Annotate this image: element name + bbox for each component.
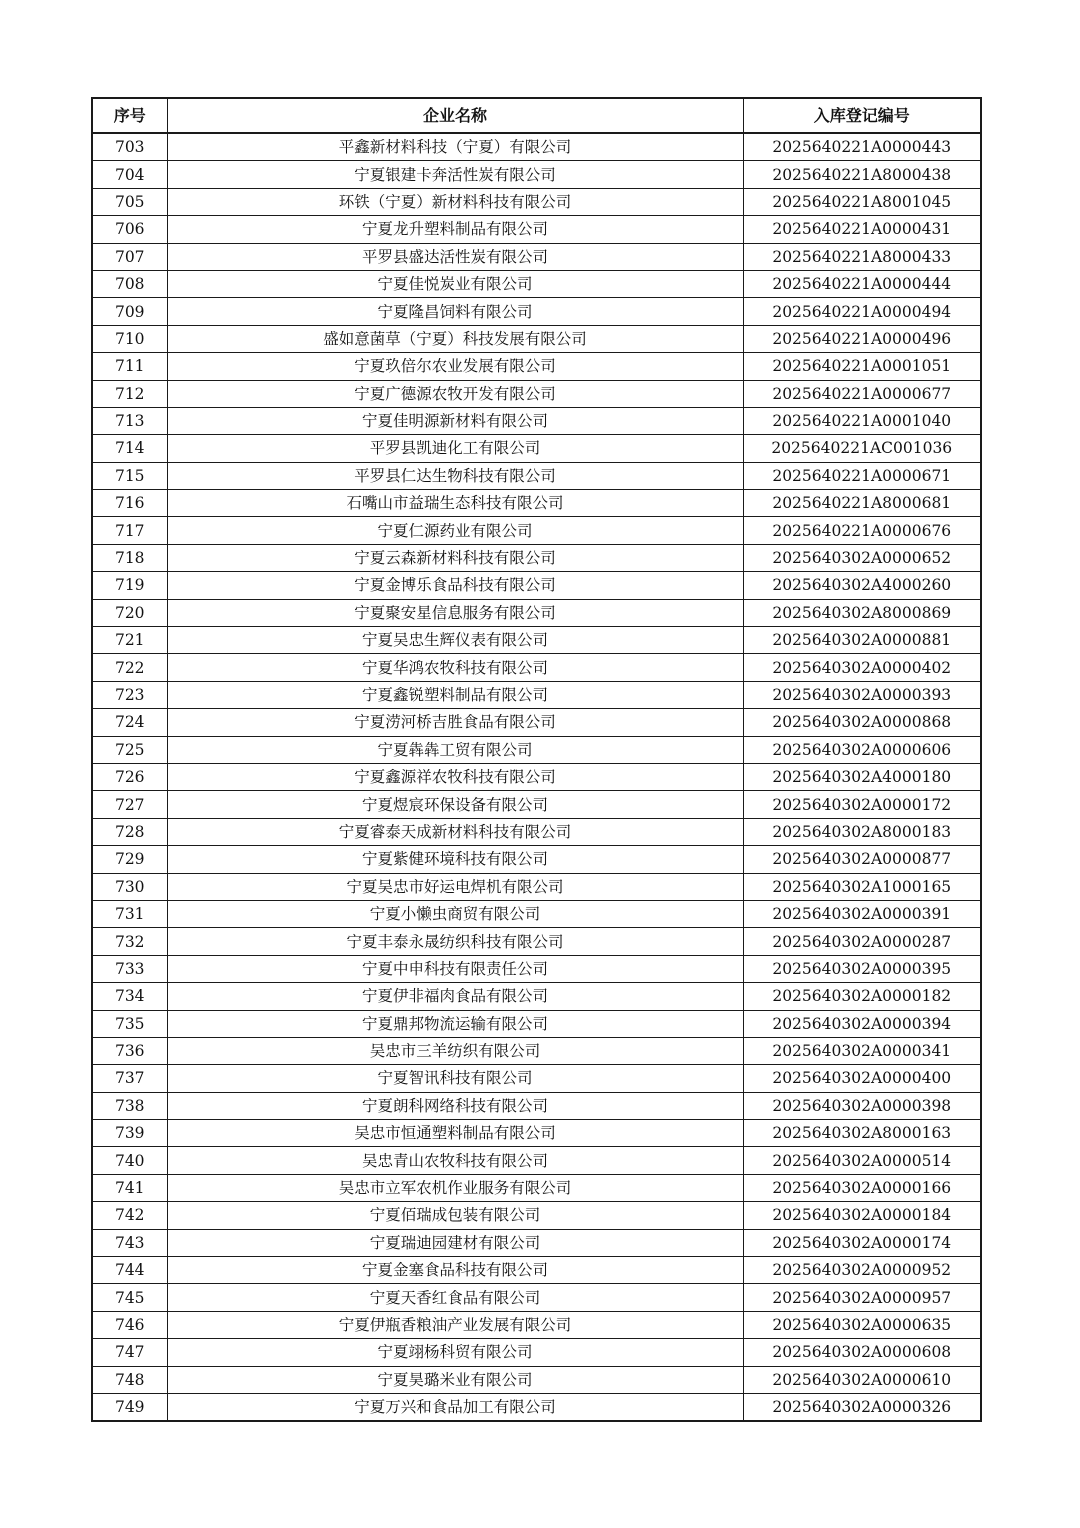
table-row <box>92 1147 981 1174</box>
cell-enterprise-name: 宁夏伊瓶香粮油产业发展有限公司 <box>167 1311 743 1338</box>
cell-seq: 705 <box>92 188 167 215</box>
cell-seq: 745 <box>92 1284 167 1311</box>
table-header <box>92 98 981 133</box>
table-row <box>92 818 981 845</box>
table-row <box>92 161 981 188</box>
cell-enterprise-name: 宁夏鼎邦物流运输有限公司 <box>167 1010 743 1037</box>
cell-seq: 721 <box>92 627 167 654</box>
cell-enterprise-name: 宁夏仁源药业有限公司 <box>167 517 743 544</box>
cell-seq: 707 <box>92 243 167 270</box>
cell-enterprise-name: 宁夏瑞迪园建材有限公司 <box>167 1229 743 1256</box>
cell-seq: 720 <box>92 599 167 626</box>
cell-seq: 727 <box>92 791 167 818</box>
table-row <box>92 1092 981 1119</box>
cell-enterprise-name: 宁夏智讯科技有限公司 <box>167 1065 743 1092</box>
table-row <box>92 900 981 927</box>
cell-seq: 747 <box>92 1339 167 1366</box>
table-row <box>92 654 981 681</box>
cell-seq: 706 <box>92 216 167 243</box>
cell-enterprise-name: 平罗县凯迪化工有限公司 <box>167 435 743 462</box>
header-registration-code: 入库登记编号 <box>743 98 981 133</box>
cell-seq: 748 <box>92 1366 167 1393</box>
cell-seq: 725 <box>92 736 167 763</box>
cell-registration-code: 2025640302A8000163 <box>743 1120 981 1147</box>
cell-registration-code: 2025640302A0000402 <box>743 654 981 681</box>
cell-registration-code: 2025640302A0000326 <box>743 1393 981 1421</box>
table-row <box>92 1037 981 1064</box>
header-enterprise-name: 企业名称 <box>167 98 743 133</box>
cell-seq: 742 <box>92 1202 167 1229</box>
cell-registration-code: 2025640221A8000433 <box>743 243 981 270</box>
cell-enterprise-name: 宁夏涝河桥吉胜食品有限公司 <box>167 709 743 736</box>
table-row <box>92 1120 981 1147</box>
table-body <box>92 133 981 1421</box>
cell-registration-code: 2025640221A0000676 <box>743 517 981 544</box>
table-row <box>92 572 981 599</box>
cell-enterprise-name: 宁夏翊杨科贸有限公司 <box>167 1339 743 1366</box>
cell-seq: 744 <box>92 1257 167 1284</box>
cell-registration-code: 2025640221A8001045 <box>743 188 981 215</box>
table-row <box>92 983 981 1010</box>
cell-registration-code: 2025640302A4000260 <box>743 572 981 599</box>
cell-enterprise-name: 宁夏紫健环境科技有限公司 <box>167 846 743 873</box>
table-row <box>92 298 981 325</box>
cell-enterprise-name: 宁夏广德源农牧开发有限公司 <box>167 380 743 407</box>
cell-registration-code: 2025640302A0000652 <box>743 544 981 571</box>
cell-seq: 718 <box>92 544 167 571</box>
cell-enterprise-name: 宁夏睿泰天成新材料科技有限公司 <box>167 818 743 845</box>
cell-seq: 735 <box>92 1010 167 1037</box>
cell-registration-code: 2025640302A0000606 <box>743 736 981 763</box>
cell-enterprise-name: 宁夏隆昌饲料有限公司 <box>167 298 743 325</box>
cell-enterprise-name: 宁夏伊非福肉食品有限公司 <box>167 983 743 1010</box>
cell-registration-code: 2025640302A0000514 <box>743 1147 981 1174</box>
cell-enterprise-name: 吴忠青山农牧科技有限公司 <box>167 1147 743 1174</box>
table-row <box>92 435 981 462</box>
table-row <box>92 133 981 161</box>
cell-seq: 738 <box>92 1092 167 1119</box>
table-row <box>92 1339 981 1366</box>
table-row <box>92 490 981 517</box>
cell-registration-code: 2025640302A0000341 <box>743 1037 981 1064</box>
cell-enterprise-name: 宁夏昊璐米业有限公司 <box>167 1366 743 1393</box>
cell-seq: 709 <box>92 298 167 325</box>
cell-enterprise-name: 宁夏龙升塑料制品有限公司 <box>167 216 743 243</box>
cell-enterprise-name: 宁夏玖倍尔农业发展有限公司 <box>167 353 743 380</box>
cell-enterprise-name: 宁夏鑫源祥农牧科技有限公司 <box>167 763 743 790</box>
cell-registration-code: 2025640302A0000881 <box>743 627 981 654</box>
cell-seq: 719 <box>92 572 167 599</box>
table-row <box>92 1174 981 1201</box>
cell-seq: 746 <box>92 1311 167 1338</box>
table-row <box>92 1311 981 1338</box>
cell-seq: 710 <box>92 325 167 352</box>
table-row <box>92 325 981 352</box>
cell-enterprise-name: 盛如意菌草（宁夏）科技发展有限公司 <box>167 325 743 352</box>
cell-registration-code: 2025640302A0000395 <box>743 955 981 982</box>
cell-enterprise-name: 宁夏云森新材料科技有限公司 <box>167 544 743 571</box>
cell-seq: 740 <box>92 1147 167 1174</box>
cell-seq: 713 <box>92 407 167 434</box>
table-row <box>92 407 981 434</box>
cell-seq: 749 <box>92 1393 167 1421</box>
table-row <box>92 353 981 380</box>
table-row <box>92 1393 981 1421</box>
table-row <box>92 846 981 873</box>
cell-registration-code: 2025640221A0000671 <box>743 462 981 489</box>
cell-enterprise-name: 宁夏佳明源新材料有限公司 <box>167 407 743 434</box>
cell-enterprise-name: 环铁（宁夏）新材料科技有限公司 <box>167 188 743 215</box>
cell-enterprise-name: 宁夏万兴和食品加工有限公司 <box>167 1393 743 1421</box>
table-row <box>92 1366 981 1393</box>
cell-seq: 708 <box>92 270 167 297</box>
cell-registration-code: 2025640302A0000877 <box>743 846 981 873</box>
cell-enterprise-name: 宁夏犇犇工贸有限公司 <box>167 736 743 763</box>
table-row <box>92 544 981 571</box>
cell-registration-code: 2025640302A0000400 <box>743 1065 981 1092</box>
table-row <box>92 243 981 270</box>
cell-registration-code: 2025640302A0000182 <box>743 983 981 1010</box>
cell-enterprise-name: 宁夏吴忠生辉仪表有限公司 <box>167 627 743 654</box>
cell-seq: 731 <box>92 900 167 927</box>
cell-registration-code: 2025640221A0000444 <box>743 270 981 297</box>
cell-registration-code: 2025640221A0001051 <box>743 353 981 380</box>
cell-enterprise-name: 宁夏丰泰永晟纺织科技有限公司 <box>167 928 743 955</box>
cell-seq: 715 <box>92 462 167 489</box>
cell-seq: 737 <box>92 1065 167 1092</box>
cell-seq: 722 <box>92 654 167 681</box>
table-row <box>92 928 981 955</box>
table-row <box>92 1010 981 1037</box>
cell-enterprise-name: 宁夏金塞食品科技有限公司 <box>167 1257 743 1284</box>
table-row <box>92 791 981 818</box>
table-row <box>92 1065 981 1092</box>
cell-enterprise-name: 宁夏佰瑞成包装有限公司 <box>167 1202 743 1229</box>
cell-enterprise-name: 平罗县仁达生物科技有限公司 <box>167 462 743 489</box>
cell-enterprise-name: 平罗县盛达活性炭有限公司 <box>167 243 743 270</box>
header-seq: 序号 <box>92 98 167 133</box>
table-row <box>92 955 981 982</box>
cell-registration-code: 2025640221AC001036 <box>743 435 981 462</box>
table-row <box>92 188 981 215</box>
cell-registration-code: 2025640221A0000443 <box>743 133 981 161</box>
enterprise-registry-table <box>91 97 982 1422</box>
cell-registration-code: 2025640302A0000398 <box>743 1092 981 1119</box>
cell-enterprise-name: 平鑫新材料科技（宁夏）有限公司 <box>167 133 743 161</box>
cell-registration-code: 2025640302A4000180 <box>743 763 981 790</box>
table-row <box>92 736 981 763</box>
cell-registration-code: 2025640302A0000394 <box>743 1010 981 1037</box>
cell-enterprise-name: 宁夏银建卡奔活性炭有限公司 <box>167 161 743 188</box>
cell-seq: 704 <box>92 161 167 188</box>
cell-registration-code: 2025640302A0000393 <box>743 681 981 708</box>
cell-seq: 739 <box>92 1120 167 1147</box>
cell-registration-code: 2025640302A0000610 <box>743 1366 981 1393</box>
table-row <box>92 270 981 297</box>
table-row <box>92 627 981 654</box>
table-row <box>92 873 981 900</box>
cell-seq: 732 <box>92 928 167 955</box>
table-row <box>92 709 981 736</box>
cell-enterprise-name: 宁夏朗科网络科技有限公司 <box>167 1092 743 1119</box>
cell-registration-code: 2025640302A0000952 <box>743 1257 981 1284</box>
cell-enterprise-name: 吴忠市恒通塑料制品有限公司 <box>167 1120 743 1147</box>
cell-seq: 703 <box>92 133 167 161</box>
cell-registration-code: 2025640302A0000635 <box>743 1311 981 1338</box>
cell-enterprise-name: 宁夏华鸿农牧科技有限公司 <box>167 654 743 681</box>
cell-enterprise-name: 吴忠市三羊纺织有限公司 <box>167 1037 743 1064</box>
cell-registration-code: 2025640302A0000184 <box>743 1202 981 1229</box>
cell-enterprise-name: 宁夏小懒虫商贸有限公司 <box>167 900 743 927</box>
cell-enterprise-name: 石嘴山市益瑞生态科技有限公司 <box>167 490 743 517</box>
cell-seq: 712 <box>92 380 167 407</box>
cell-enterprise-name: 宁夏聚安星信息服务有限公司 <box>167 599 743 626</box>
cell-enterprise-name: 吴忠市立军农机作业服务有限公司 <box>167 1174 743 1201</box>
cell-enterprise-name: 宁夏中申科技有限责任公司 <box>167 955 743 982</box>
cell-seq: 736 <box>92 1037 167 1064</box>
cell-seq: 734 <box>92 983 167 1010</box>
table-row <box>92 1284 981 1311</box>
cell-seq: 728 <box>92 818 167 845</box>
table-row <box>92 599 981 626</box>
cell-registration-code: 2025640302A8000869 <box>743 599 981 626</box>
cell-registration-code: 2025640221A8000438 <box>743 161 981 188</box>
cell-registration-code: 2025640221A8000681 <box>743 490 981 517</box>
cell-registration-code: 2025640302A0000166 <box>743 1174 981 1201</box>
cell-registration-code: 2025640302A0000174 <box>743 1229 981 1256</box>
cell-enterprise-name: 宁夏煜宸环保设备有限公司 <box>167 791 743 818</box>
cell-seq: 733 <box>92 955 167 982</box>
cell-seq: 729 <box>92 846 167 873</box>
cell-seq: 726 <box>92 763 167 790</box>
cell-registration-code: 2025640221A0000677 <box>743 380 981 407</box>
table-row <box>92 462 981 489</box>
cell-registration-code: 2025640302A0000391 <box>743 900 981 927</box>
cell-registration-code: 2025640302A0000287 <box>743 928 981 955</box>
cell-enterprise-name: 宁夏金博乐食品科技有限公司 <box>167 572 743 599</box>
table-row <box>92 763 981 790</box>
table-row <box>92 517 981 544</box>
cell-seq: 730 <box>92 873 167 900</box>
cell-registration-code: 2025640221A0001040 <box>743 407 981 434</box>
cell-registration-code: 2025640221A0000496 <box>743 325 981 352</box>
cell-enterprise-name: 宁夏吴忠市好运电焊机有限公司 <box>167 873 743 900</box>
table-row <box>92 681 981 708</box>
cell-registration-code: 2025640302A0000868 <box>743 709 981 736</box>
cell-seq: 714 <box>92 435 167 462</box>
cell-registration-code: 2025640302A8000183 <box>743 818 981 845</box>
cell-registration-code: 2025640221A0000494 <box>743 298 981 325</box>
table-row <box>92 1257 981 1284</box>
cell-enterprise-name: 宁夏佳悦炭业有限公司 <box>167 270 743 297</box>
cell-seq: 741 <box>92 1174 167 1201</box>
cell-seq: 717 <box>92 517 167 544</box>
cell-seq: 711 <box>92 353 167 380</box>
cell-registration-code: 2025640302A0000172 <box>743 791 981 818</box>
header-row <box>92 98 981 133</box>
cell-seq: 716 <box>92 490 167 517</box>
cell-seq: 723 <box>92 681 167 708</box>
cell-registration-code: 2025640221A0000431 <box>743 216 981 243</box>
table-row <box>92 380 981 407</box>
cell-seq: 743 <box>92 1229 167 1256</box>
table-row <box>92 1202 981 1229</box>
cell-enterprise-name: 宁夏鑫锐塑料制品有限公司 <box>167 681 743 708</box>
cell-registration-code: 2025640302A0000957 <box>743 1284 981 1311</box>
cell-registration-code: 2025640302A1000165 <box>743 873 981 900</box>
table-row <box>92 1229 981 1256</box>
cell-seq: 724 <box>92 709 167 736</box>
cell-enterprise-name: 宁夏天香红食品有限公司 <box>167 1284 743 1311</box>
table-row <box>92 216 981 243</box>
cell-registration-code: 2025640302A0000608 <box>743 1339 981 1366</box>
